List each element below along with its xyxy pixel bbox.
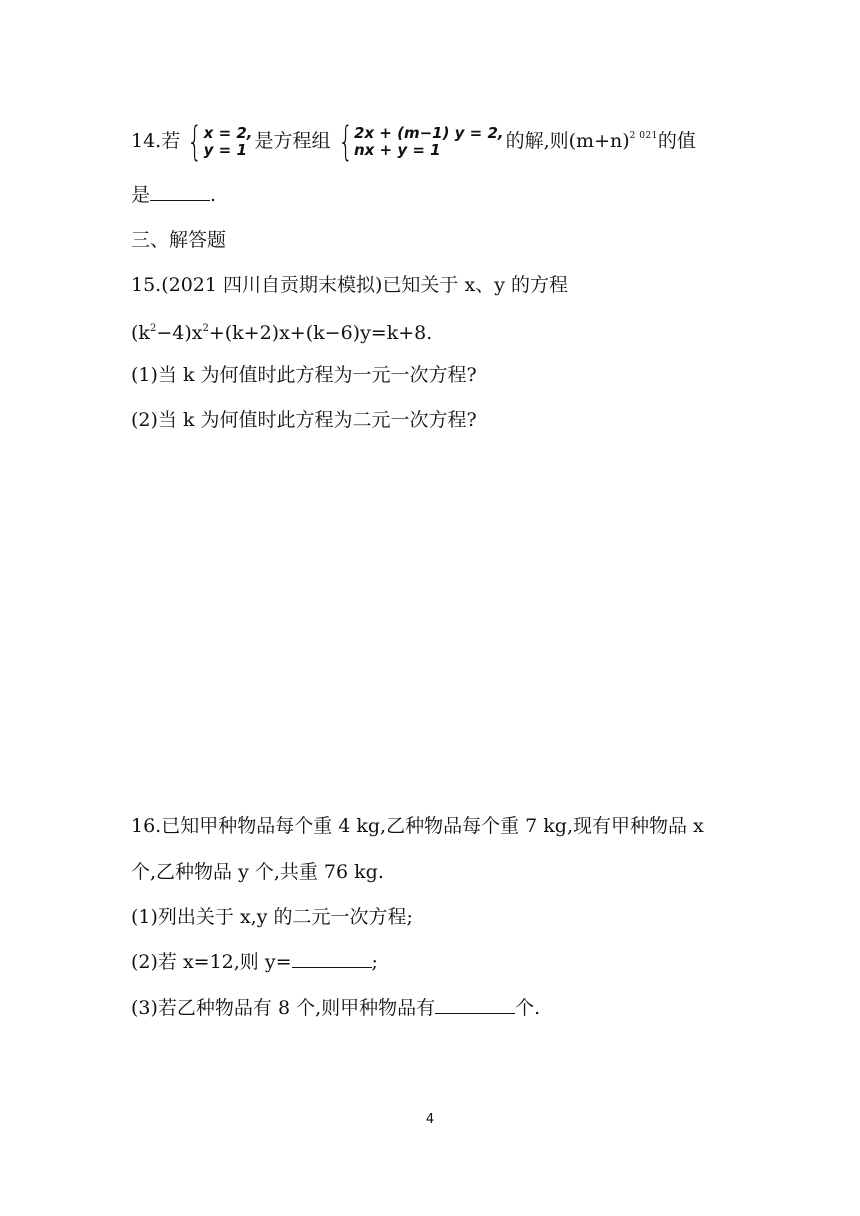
- left-brace-icon: {: [187, 119, 203, 165]
- left-brace-icon: {: [337, 119, 353, 165]
- q15-equation: [131, 315, 432, 347]
- q14-sol-eq1: x = 2,: [203, 124, 253, 142]
- q16-part1: (1)列出关于 x,y 的二元一次方程;: [131, 906, 413, 928]
- section-title: 三、解答题: [131, 229, 227, 251]
- q14-solution-system: [182, 119, 253, 165]
- q14-prefix: 14.若: [131, 130, 181, 152]
- q14-equation-system: [333, 119, 504, 165]
- page-number: 4: [425, 1112, 435, 1127]
- q15-line1: 15.(2021 四川自贡期末模拟)已知关于 x、y 的方程: [131, 274, 568, 296]
- q16-part2: [131, 948, 378, 976]
- q14-after-text: 的解,则(m+n): [505, 130, 630, 152]
- q15-eq-part-b: −4)x: [156, 322, 203, 344]
- q16-part3-answer-blank[interactable]: [435, 997, 515, 1014]
- q14-line1: [131, 119, 696, 165]
- q14-mid-text: 是方程组: [254, 130, 331, 152]
- q15-part2: (2)当 k 为何值时此方程为二元一次方程?: [131, 409, 477, 431]
- q16-part3-suffix: 个.: [515, 997, 541, 1019]
- q16-part3-prefix: (3)若乙种物品有 8 个,则甲种物品有: [131, 997, 436, 1019]
- q16-part2-answer-blank[interactable]: [292, 951, 372, 968]
- q14-sys-eq1: 2x + (m−1) y = 2,: [353, 124, 504, 142]
- q14-line2: [131, 181, 216, 209]
- q16-part2-suffix: ;: [371, 951, 378, 973]
- q16-line2: 个,乙种物品 y 个,共重 76 kg.: [131, 861, 384, 883]
- q14-sys-eq2: nx + y = 1: [353, 141, 441, 159]
- q15-part1: (1)当 k 为何值时此方程为一元一次方程?: [131, 364, 477, 386]
- q15-eq-part-a: (k: [131, 322, 150, 344]
- q16-part2-prefix: (2)若 x=12,则 y=: [131, 951, 292, 973]
- q15-eq-sup1: 2: [149, 323, 157, 334]
- q14-sol-eq2: y = 1: [203, 141, 247, 159]
- q14-line2-suffix: .: [210, 184, 217, 206]
- q16-part3: [131, 994, 540, 1022]
- q14-tail-text: 的值: [657, 130, 696, 152]
- q15-eq-sup2: 2: [202, 323, 209, 334]
- q16-line1: 16.已知甲种物品每个重 4 kg,乙种物品每个重 7 kg,现有甲种物品 x: [131, 815, 704, 837]
- q14-line2-prefix: 是: [131, 184, 151, 206]
- q14-answer-blank[interactable]: [150, 184, 210, 201]
- q15-eq-part-c: +(k+2)x+(k−6)y=k+8.: [208, 322, 433, 344]
- q14-exponent: 2 021: [629, 131, 658, 141]
